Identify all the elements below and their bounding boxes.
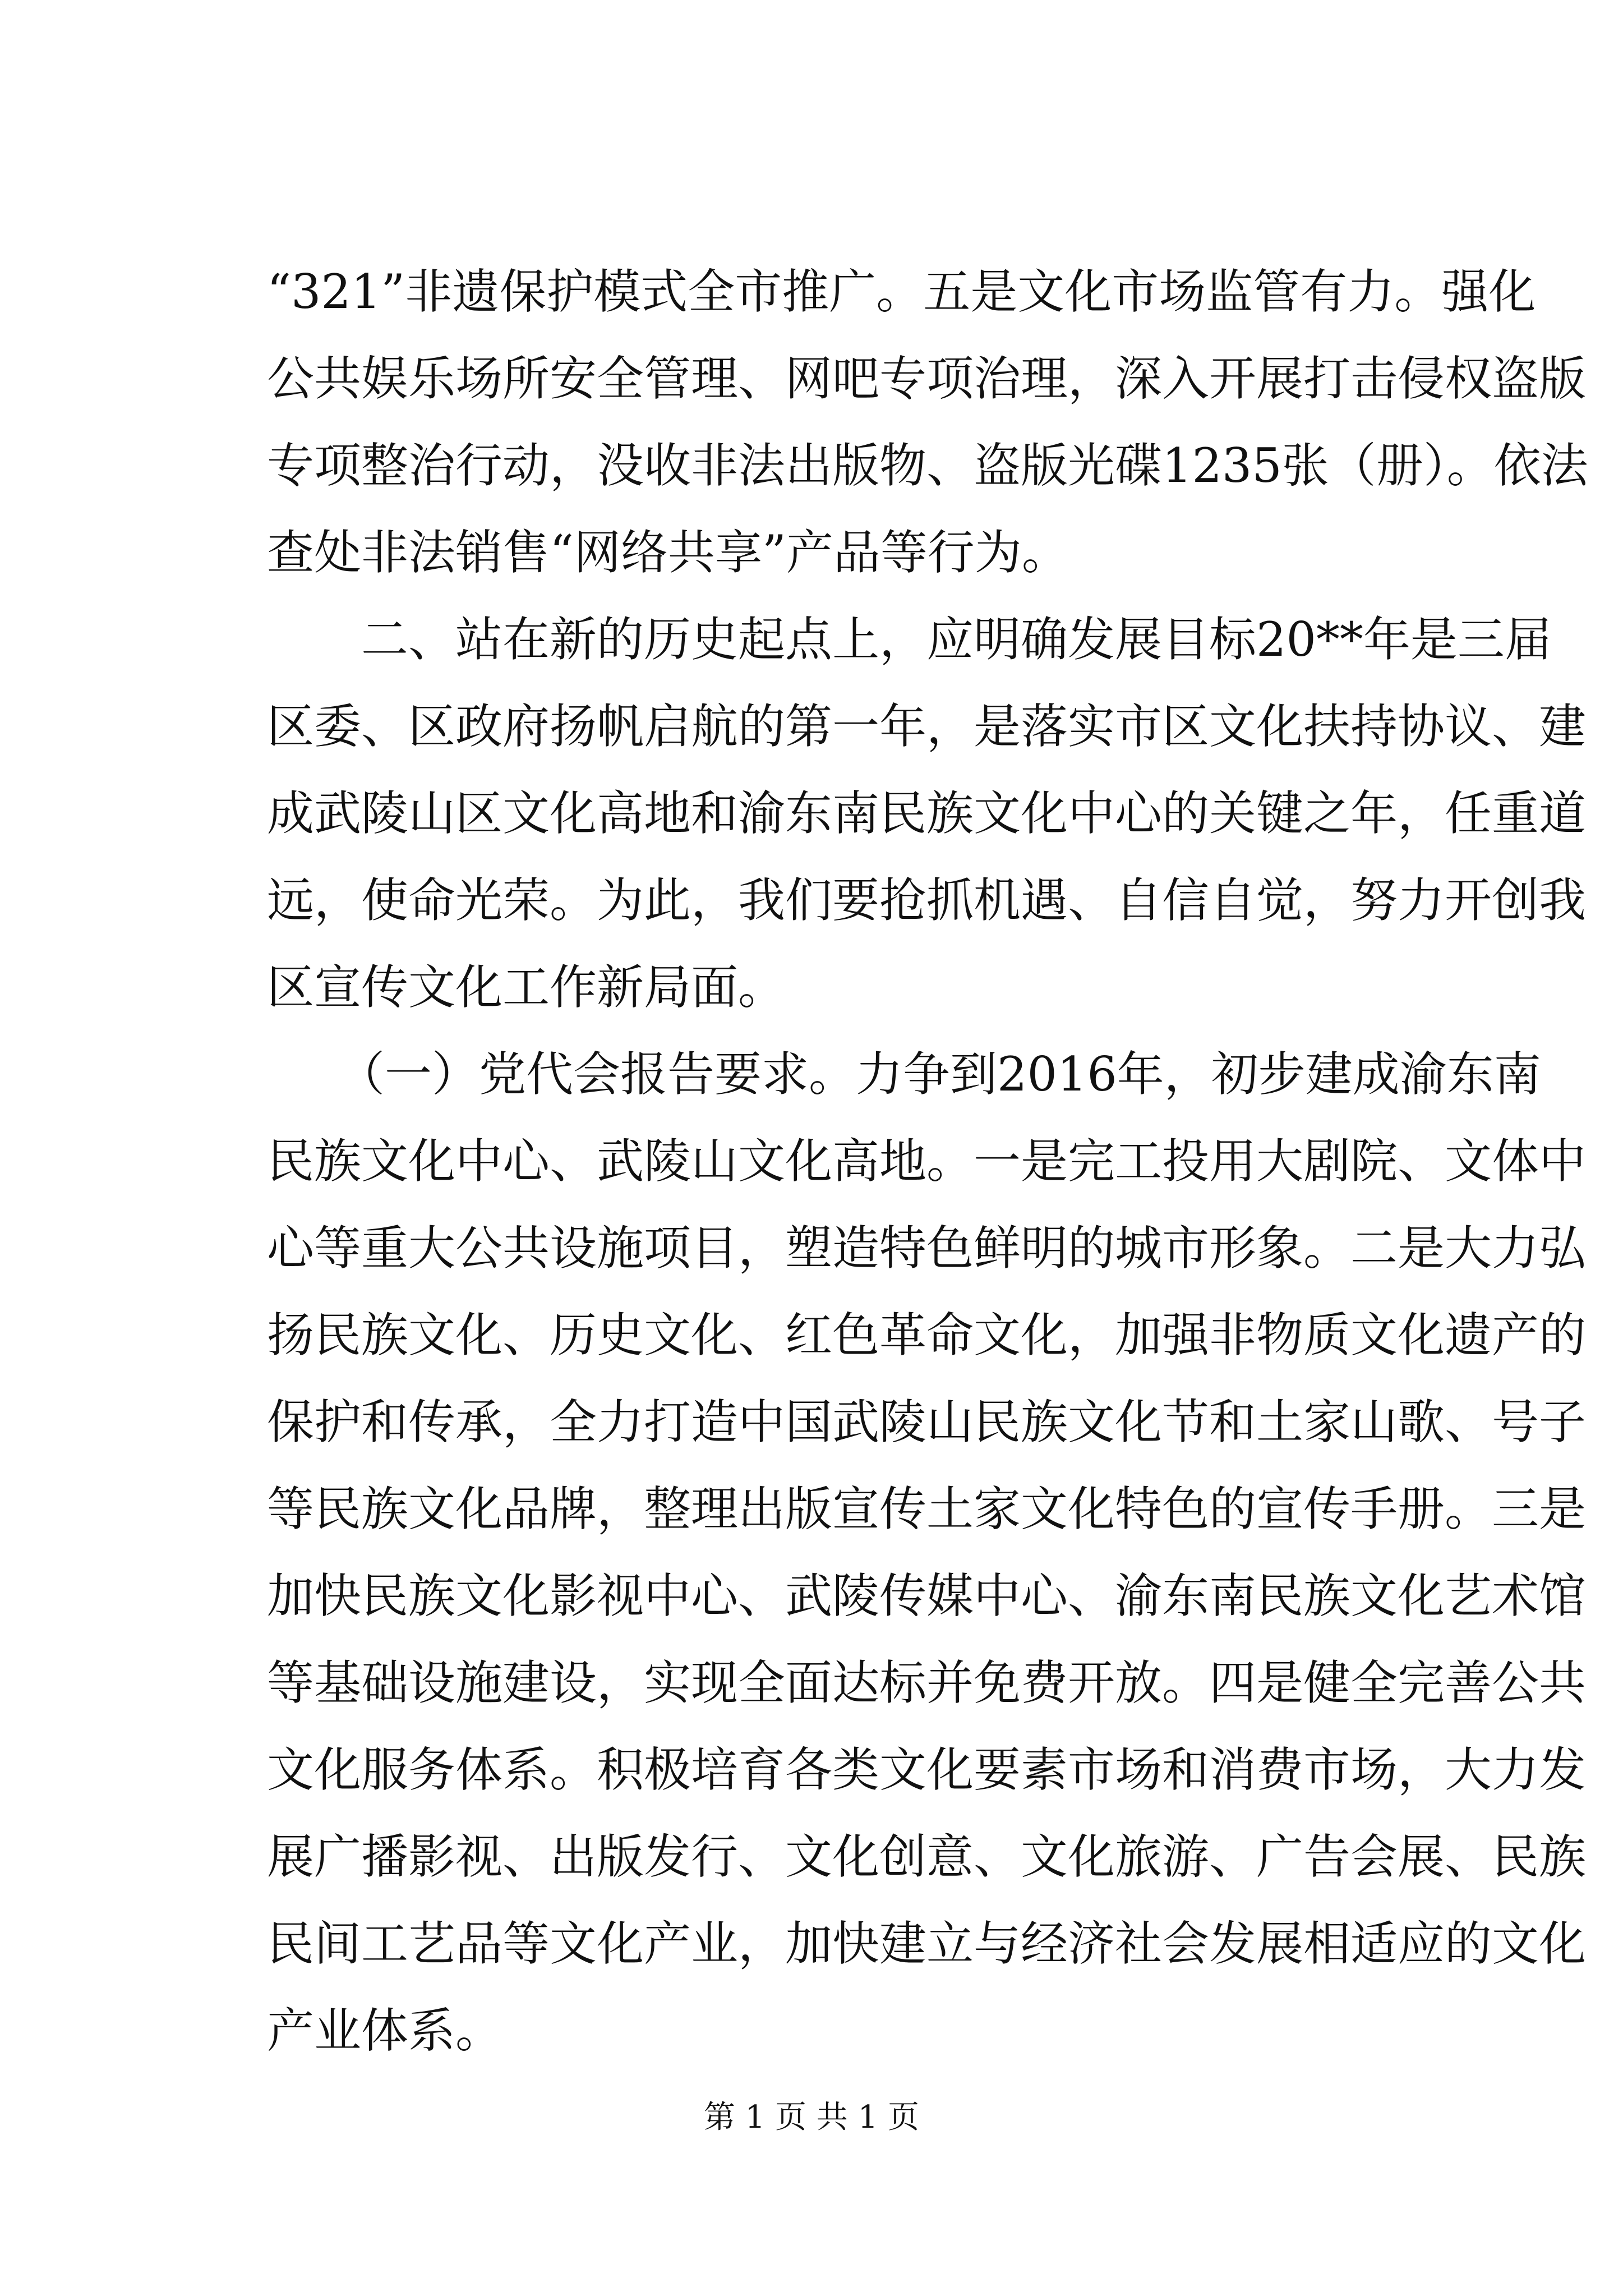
page-footer: 第 1 页 共 1 页: [703, 2099, 920, 2136]
body-line-1: “321”非遗保护模式全市推广。五是文化市场监管有力。强化: [267, 264, 1536, 319]
body-line-12: 心等重大公共设施项目，塑造特色鲜明的城市形象。二是大力弘: [267, 1221, 1587, 1276]
body-line-11: 民族文化中心、武陵山文化高地。一是完工投用大剧院、文体中: [267, 1134, 1587, 1189]
body-line-15: 等民族文化品牌，整理出版宣传土家文化特色的宣传手册。三是: [267, 1481, 1587, 1536]
body-line-17: 等基础设施建设，实现全面达标并免费开放。四是健全完善公共: [267, 1655, 1587, 1710]
body-line-8: 远，使命光荣。为此，我们要抢抓机遇、自信自觉，努力开创我: [267, 873, 1587, 928]
body-line-2: 公共娱乐场所安全管理、网吧专项治理，深入开展打击侵权盗版: [267, 351, 1587, 406]
body-line-19: 展广播影视、出版发行、文化创意、文化旅游、广告会展、民族: [267, 1829, 1587, 1884]
body-line-5: 二、站在新的历史起点上，应明确发展目标20**年是三届: [267, 612, 1552, 667]
body-line-6: 区委、区政府扬帆启航的第一年，是落实市区文化扶持协议、建: [267, 699, 1587, 754]
body-line-14: 保护和传承，全力打造中国武陵山民族文化节和土家山歌、号子: [267, 1395, 1587, 1450]
body-line-18: 文化服务体系。积极培育各类文化要素市场和消费市场，大力发: [267, 1742, 1587, 1797]
body-line-13: 扬民族文化、历史文化、红色革命文化，加强非物质文化遗产的: [267, 1308, 1587, 1363]
body-line-9: 区宣传文化工作新局面。: [267, 960, 786, 1015]
body-line-3: 专项整治行动，没收非法出版物、盗版光碟1235张（册）。依法: [267, 438, 1588, 493]
body-line-21: 产业体系。: [267, 2003, 503, 2058]
body-line-4: 查处非法销售“网络共享”产品等行为。: [267, 525, 1069, 580]
body-line-16: 加快民族文化影视中心、武陵传媒中心、渝东南民族文化艺术馆: [267, 1568, 1587, 1623]
body-line-7: 成武陵山区文化高地和渝东南民族文化中心的关键之年，任重道: [267, 786, 1587, 841]
body-line-10: （一）党代会报告要求。力争到2016年，初步建成渝东南: [267, 1047, 1541, 1102]
body-line-20: 民间工艺品等文化产业，加快建立与经济社会发展相适应的文化: [267, 1916, 1587, 1971]
